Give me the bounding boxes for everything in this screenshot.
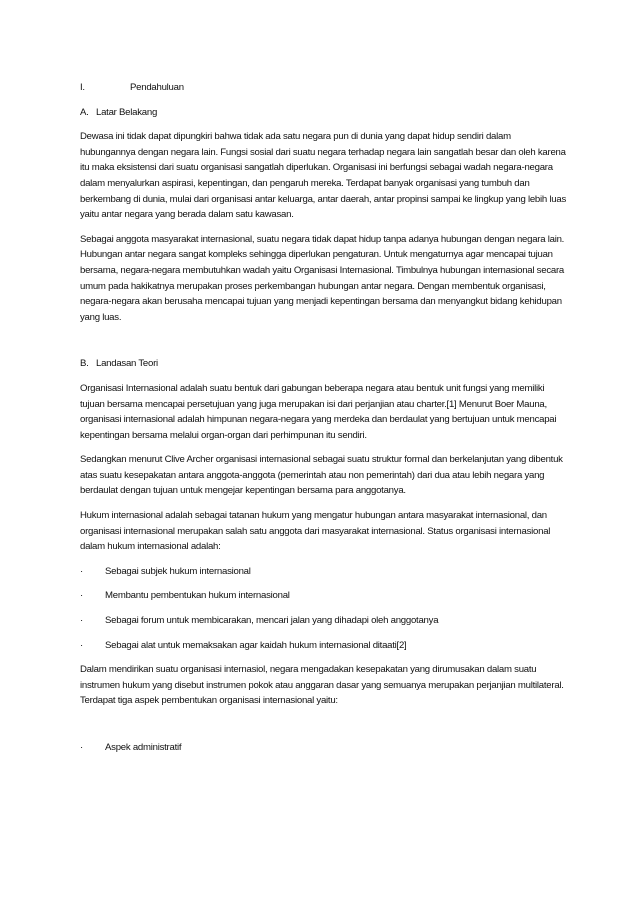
paragraph: Dalam mendirikan suatu organisasi internasiol, negara mengadakan kesepakatan yang dirumusakan dalam suatu instrumen hukum yang disebut instrumen pokok atau anggaran dasar yang semuanya merupakan perjanjian multilateral. Terdapat tiga aspek pembentukan organisasi internasional yaitu: — [80, 664, 564, 707]
bullet-symbol: · — [80, 565, 83, 577]
spacer — [80, 718, 568, 740]
list-item — [80, 740, 568, 756]
paragraph: Sebagai anggota masyarakat internasional, suatu negara tidak dapat hidup tanpa adanya hubungan dengan negara lain. Hubungan antar negara sangat kompleks sehingga diperlukan pengaturan. Untuk mengaturnya agar mencapai tujuan bersama, negara-negara membutuhkan wadah yaitu Organisasi Internasional. Timbulnya hubungan internasional secara umum pada hakikatnya merupakan proses perkembangan hubungan antar negara. Dengan membentuk organisasi, negara-negara akan berusaha mencapai tujuan yang menjadi kepentingan bersama dan menyangkut bidang kehidupan yang luas. — [80, 233, 565, 323]
section-b-heading — [80, 356, 568, 372]
paragraph: Organisasi Internasional adalah suatu bentuk dari gabungan beberapa negara atau bentuk unit fungsi yang memiliki tujuan bersama mencapai persetujuan yang juga merupakan isi dari perjanjian atau charter.[1] Menurut Boer Mauna, organisasi internasional adalah himpunan negara-negara yang merdeka dan berdaulat yang bertujuan untuk mencapai kepentingan bersama melalui organ-organ dari perhimpunan itu sendiri. — [80, 382, 557, 441]
main-heading — [80, 80, 568, 96]
section-b-letter: B. — [80, 358, 89, 370]
spacer — [80, 334, 568, 356]
section-a-title: Latar Belakang — [96, 106, 158, 118]
main-heading-title: Pendahuluan — [130, 82, 184, 93]
bullet-symbol: · — [80, 590, 83, 602]
paragraph: Hukum internasional adalah sebagai tatanan hukum yang mengatur hubungan antara masyarakat internasional, dan organisasi internasional merupakan salah satu anggota dari masyarakat internasional. Status organisasi internasional dalam hukum internasional adalah: — [80, 510, 551, 553]
list-item-text: Sebagai alat untuk memaksakan agar kaidah hukum internasional ditaati[2] — [105, 639, 407, 651]
list-item — [80, 638, 568, 654]
list-item-text: Sebagai forum untuk membicarakan, mencari jalan yang dihadapi oleh anggotanya — [105, 615, 439, 627]
section-a-heading — [80, 105, 568, 121]
list-item-text: Sebagai subjek hukum internasional — [105, 565, 251, 577]
paragraph: Sedangkan menurut Clive Archer organisasi internasional sebagai suatu struktur formal dan berkelanjutan yang dibentuk atas suatu kesepakatan antara anggota-anggota (pemerintah atau non pemerintah) dari dua atau lebih negara yang berdaulat dengan tujuan untuk mengejar kepentingan bersama para anggotanya. — [80, 454, 563, 497]
bullet-symbol: · — [80, 742, 83, 753]
list-item — [80, 613, 568, 629]
bullet-symbol: · — [80, 639, 83, 651]
list-item-text: Aspek administratif — [105, 742, 182, 753]
paragraph: Dewasa ini tidak dapat dipungkiri bahwa tidak ada satu negara pun di dunia yang dapat hidup sendiri dalam hubungannya dengan negara lain. Fungsi sosial dari suatu negara terhadap negara lain sangatlah besar dan oleh karena itu maka eksistensi dari suatu organisasi sangatlah diperlukan. Organisasi ini berfungsi sebagai wadah negara-negara dalam menyalurkan aspirasi, kepentingan, dan pengaruh mereka. Terdapat banyak organisasi yang tumbuh dan berkembang di dunia, mulai dari organisasi antar keluarga, antar daerah, antar propinsi sampai ke lingkup yang lebih luas yaitu antar negara yang berada dalam satu kawasan. — [80, 131, 566, 221]
list-item — [80, 564, 568, 580]
list-item-text: Membantu pembentukan hukum internasional — [105, 590, 290, 602]
bullet-symbol: · — [80, 615, 83, 627]
section-a-letter: A. — [80, 106, 89, 118]
main-heading-number: I. — [80, 82, 85, 93]
list-item — [80, 588, 568, 604]
section-b-title: Landasan Teori — [96, 358, 158, 370]
